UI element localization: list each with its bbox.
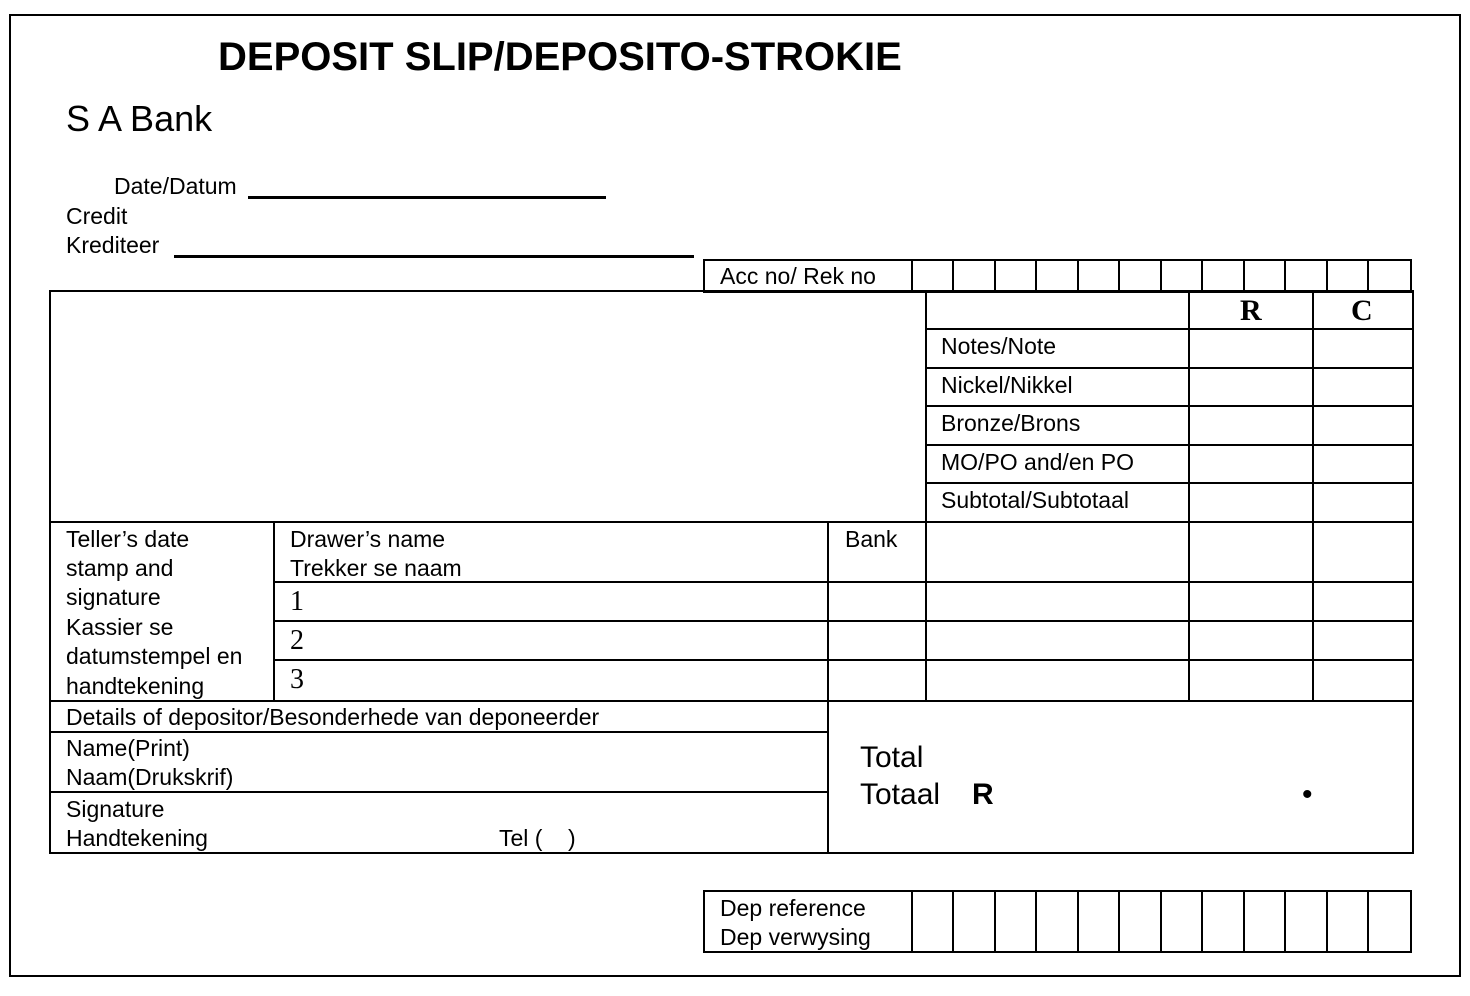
date-label: Date/Datum	[114, 173, 237, 199]
bank-name: S A Bank	[66, 98, 213, 139]
teller-line-4: Kassier se	[66, 614, 174, 640]
notes-label: Notes/Note	[941, 333, 1057, 359]
c-column-divider	[1312, 290, 1314, 701]
totaal-label: Totaal	[860, 778, 941, 811]
drawer-label: Drawer’s name	[290, 526, 446, 552]
cheque-section-top	[49, 521, 1414, 523]
teller-line-3: signature	[66, 584, 161, 610]
main-form	[49, 290, 1414, 854]
date-field[interactable]	[248, 196, 606, 199]
teller-line-2: stamp and	[66, 555, 174, 581]
r-column-divider	[1188, 290, 1190, 701]
name-print-label: Name(Print)	[66, 735, 190, 761]
cheque-row-1: 1	[290, 586, 304, 617]
credit-field[interactable]	[174, 255, 694, 258]
cheque-row-2: 2	[290, 625, 304, 656]
slip-title: DEPOSIT SLIP/DEPOSITO-STROKIE	[218, 35, 902, 79]
teller-line-5: datumstempel en	[66, 643, 243, 669]
signature-label: Signature	[66, 796, 165, 822]
nickel-label: Nickel/Nikkel	[941, 372, 1073, 398]
teller-line-1: Teller’s date	[66, 526, 190, 552]
mopo-label: MO/PO and/en PO	[941, 449, 1135, 475]
acc-no-label: Acc no/ Rek no	[720, 263, 876, 289]
total-currency: R	[972, 778, 994, 811]
bank-column-label: Bank	[845, 526, 898, 552]
subtotal-label: Subtotal/Subtotaal	[941, 487, 1129, 513]
cash-table-left-divider	[925, 290, 927, 701]
total-decimal-point: •	[1302, 778, 1313, 811]
bronze-label: Bronze/Brons	[941, 410, 1081, 436]
credit-label: Credit	[66, 203, 128, 229]
handtekening-label: Handtekening	[66, 825, 208, 851]
total-label: Total	[860, 741, 924, 774]
trekker-label: Trekker se naam	[290, 555, 462, 581]
depositor-details-label: Details of depositor/Besonderhede van deponeerder	[66, 704, 600, 730]
depositor-section-top	[49, 700, 1414, 702]
c-column-header: C	[1351, 294, 1373, 327]
teller-line-6: handtekening	[66, 673, 205, 699]
dep-verwysing-label: Dep verwysing	[720, 924, 871, 950]
tel-label: Tel ( )	[499, 825, 576, 851]
krediteer-label: Krediteer	[66, 232, 160, 258]
naam-drukskrif-label: Naam(Drukskrif)	[66, 764, 234, 790]
dep-reference-label: Dep reference	[720, 895, 866, 921]
cheque-row-3: 3	[290, 664, 304, 695]
r-column-header: R	[1240, 294, 1262, 327]
